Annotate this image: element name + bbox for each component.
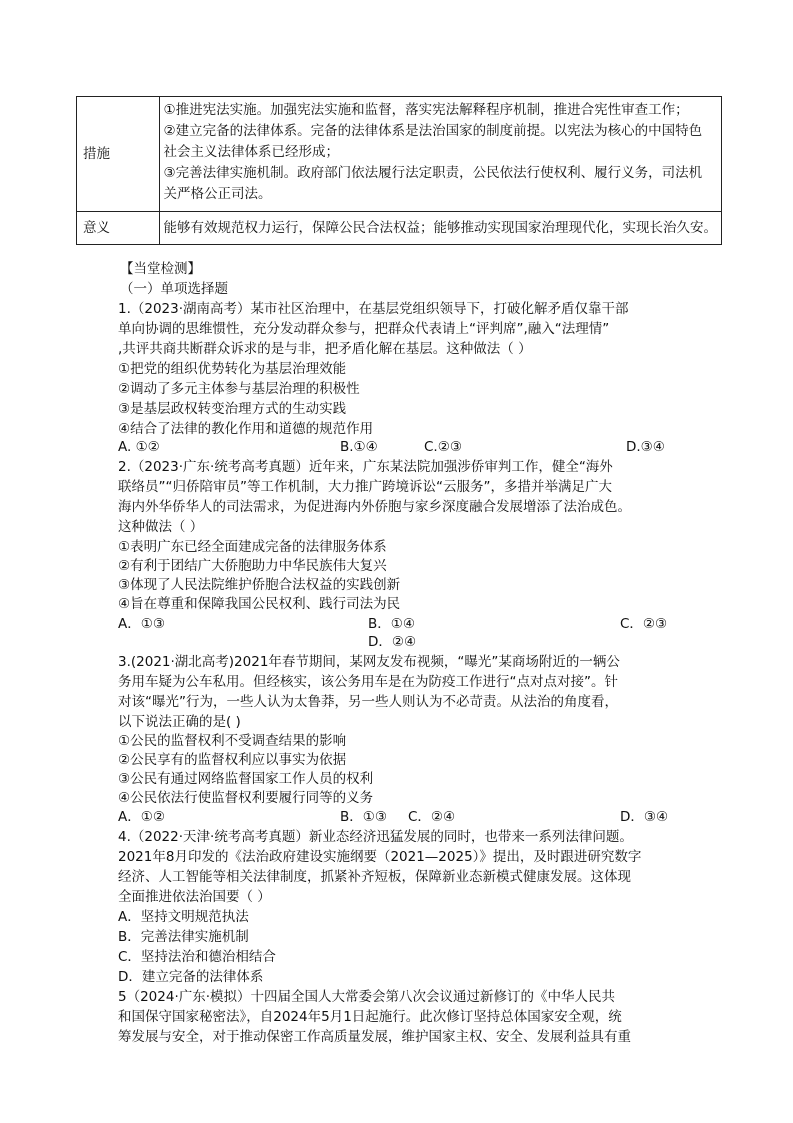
question-2-line: 海内外华侨华人的司法需求，为促进海内外侨胞与家乡深度融合发展增添了法治成色。 [118,499,631,515]
question-1-statement: ③是基层政权转变治理方式的生动实践 [118,401,347,417]
table-row [77,212,722,245]
question-3-line: 3.(2021·湖北高考)2021年春节期间，某网友发布视频，“曝光”某商场附近的一辆公 [118,654,620,670]
question-2-statement: ④旨在尊重和保障我国公民权利、践行司法为民 [118,596,401,612]
question-3-option-d: D．③④ [620,809,669,825]
question-1-line: 单向协调的思维惯性，充分发动群众参与，把群众代表请上“评判席”,融入“法理情” [118,321,610,337]
question-2-line: 这种做法（ ） [118,519,204,535]
question-1-option-d: D.③④ [626,439,665,455]
question-4-line: 4.（2022·天津·统考高考真题）新业态经济迅猛发展的同时，也带来一系列法律问题。 [118,829,633,845]
section-title: 【当堂检测】 [120,261,201,277]
question-4-line: 全面推进依法治国要（ ） [118,889,271,905]
section-subtitle: （一）单项选择题 [120,281,228,297]
question-3-option-b: B．①③ [340,809,387,825]
question-3-line: 务用车疑为公车私用。但经核实，该公务用车是在为防疫工作进行“点对点对接”。针 [118,674,618,690]
row-head: 意义 [77,212,160,245]
row-line: ②建立完备的法律体系。完备的法律体系是法治国家的制度前提。以宪法为核心的中国特色 [163,123,703,139]
question-4-option-a: A．坚持文明规范执法 [118,909,249,925]
question-2-line: 2.（2023·广东·统考高考真题）近年来，广东某法院加强涉侨审判工作，健全“海外 [118,459,613,475]
row-line: ③完善法律实施机制。政府部门依法履行法定职责，公民依法行使权利、履行义务，司法机 [163,165,703,181]
question-5-line: 和国保守国家秘密法》，自2024年5月1日起施行。此次修订坚持总体国家安全观，统 [118,1009,622,1025]
question-2-option-b: B．①④ [368,616,415,632]
row-body [159,212,722,245]
question-5-line: 5（2024·广东·模拟）十四届全国人大常委会第八次会议通过新修订的《中华人民共 [118,989,616,1005]
row-line: ①推进宪法实施。加强宪法实施和监督，落实宪法解释程序机制，推进合宪性审查工作； [163,102,689,118]
question-3-statement: ④公民依法行使监督权利要履行同等的义务 [118,790,374,806]
question-3-statement: ①公民的监督权利不受调查结果的影响 [118,733,347,749]
measures-table [76,96,722,245]
question-3-statement: ②公民享有的监督权利应以事实为依据 [118,752,347,768]
question-1-statement: ④结合了法律的教化作用和道德的规范作用 [118,421,374,437]
question-2-option-a: A．①③ [118,616,165,632]
question-1-option-a: A. ①② [118,439,160,455]
question-2-option-d: D．②④ [368,634,417,650]
table-row [77,97,722,212]
question-2-statement: ②有利于团结广大侨胞助力中华民族伟大复兴 [118,558,387,574]
question-1-line: 1.（2023·湖南高考）某市社区治理中，在基层党组织领导下，打破化解矛盾仅靠干部 [118,301,629,317]
question-1-option-c: C.②③ [424,439,462,455]
question-3-line: 对该“曝光”行为，一些人认为太鲁莽，另一些人则认为不必苛责。从法治的角度看， [118,694,618,710]
question-3-line: 以下说法正确的是( ) [118,714,241,730]
question-2-statement: ①表明广东已经全面建成完备的法律服务体系 [118,539,387,555]
question-1-line: ,共评共商共断群众诉求的是与非，把矛盾化解在基层。这种做法（ ） [118,341,532,357]
question-4-option-b: B．完善法律实施机制 [118,929,249,945]
question-3-option-a: A．①② [118,809,165,825]
question-3-option-c: C．②④ [408,809,456,825]
row-line: 能够有效规范权力运行，保障公民合法权益；能够推动实现国家治理现代化，实现长治久安。 [163,219,717,236]
row-line: 关严格公正司法。 [163,186,272,202]
question-2-statement: ③体现了人民法院维护侨胞合法权益的实践创新 [118,577,401,593]
row-body [159,97,722,212]
question-4-option-c: C．坚持法治和德治相结合 [118,949,276,965]
row-line: 社会主义法律体系已经形成； [163,144,339,160]
question-1-option-b: B.①④ [340,439,378,455]
question-4-option-d: D．建立完备的法律体系 [118,969,264,985]
question-2-line: 联络员”“归侨陪审员”等工作机制，大力推广跨境诉讼“云服务”，多措并举满足广大 [118,479,612,495]
question-2-option-c: C．②③ [620,616,668,632]
question-4-line: 2021年8月印发的《法治政府建设实施纲要（2021—2025）》提出，及时跟进研究数字 [118,849,642,865]
question-1-statement: ②调动了多元主体参与基层治理的积极性 [118,381,360,397]
question-5-line: 筹发展与安全，对于推动保密工作高质量发展，维护国家主权、安全、发展利益具有重 [118,1029,631,1045]
row-head: 措施 [77,97,160,212]
question-4-line: 经济、人工智能等相关法律制度，抓紧补齐短板，保障新业态新模式健康发展。这体现 [118,869,631,885]
question-3-statement: ③公民有通过网络监督国家工作人员的权利 [118,771,374,787]
question-1-statement: ①把党的组织优势转化为基层治理效能 [118,361,347,377]
